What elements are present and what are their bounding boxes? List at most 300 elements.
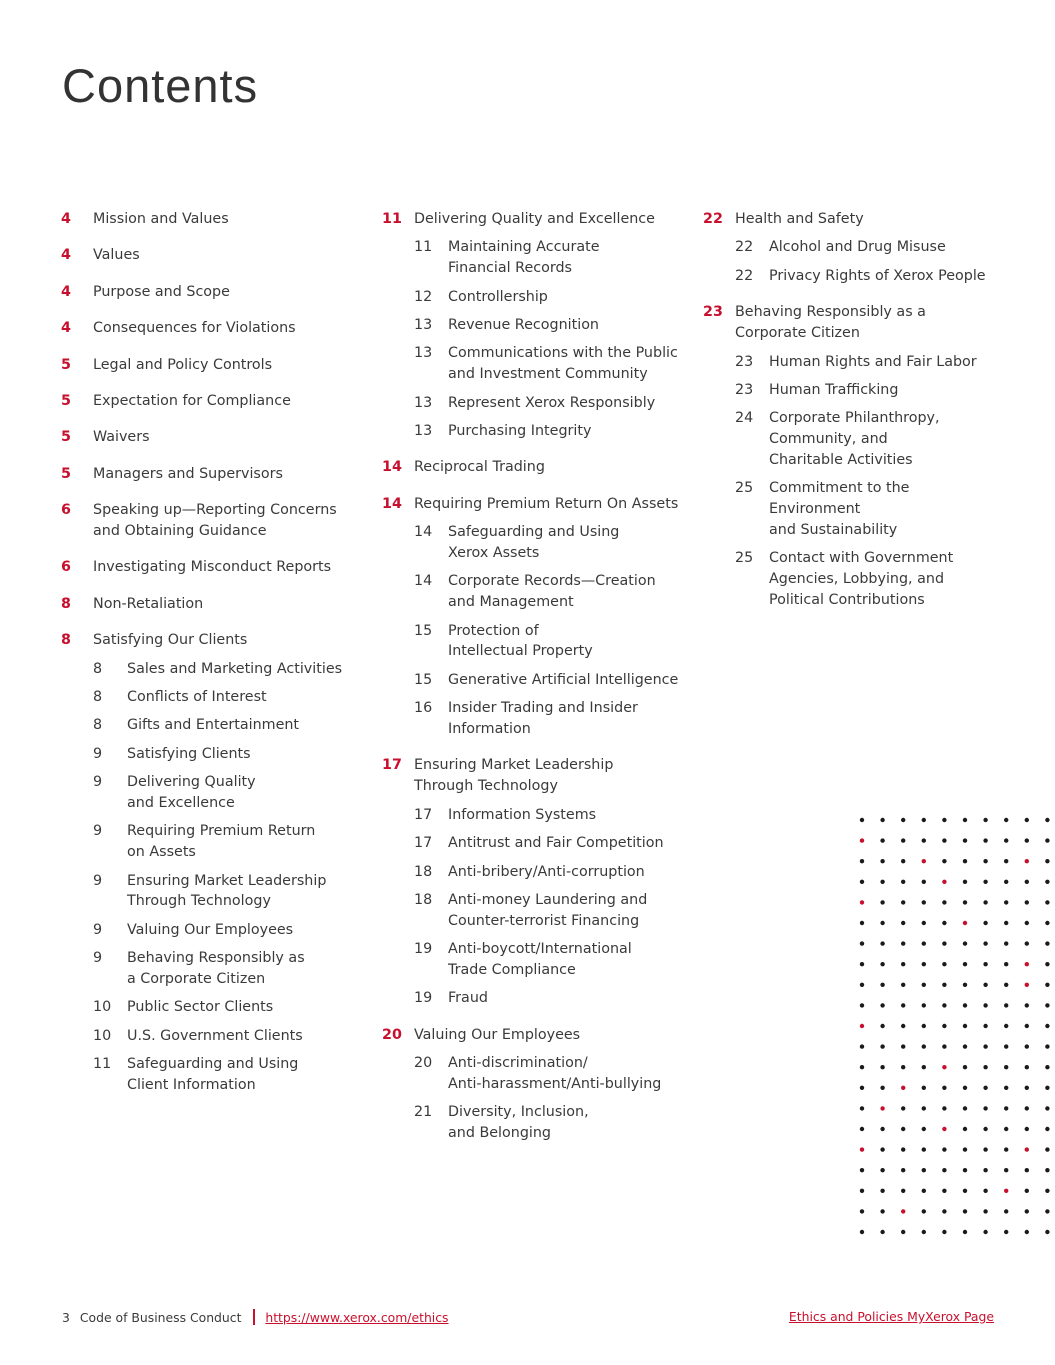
grid-dot: [1004, 962, 1008, 966]
grid-dot: [922, 962, 926, 966]
grid-dot: [1025, 859, 1029, 863]
grid-dot: [1025, 1044, 1029, 1048]
grid-dot: [1045, 921, 1049, 925]
toc-subentry-page: 22: [735, 267, 754, 284]
toc-subentry-title: Protection of Intellectual Property: [448, 622, 593, 660]
grid-dot: [1025, 900, 1029, 904]
grid-dot: [860, 880, 864, 884]
grid-dot: [963, 818, 967, 822]
grid-dot: [963, 1086, 967, 1090]
grid-dot: [860, 962, 864, 966]
toc-entry-title: Expectation for Compliance: [93, 392, 291, 409]
toc-subentry-page: 17: [414, 835, 433, 852]
grid-dot: [860, 1209, 864, 1213]
grid-dot: [880, 1189, 884, 1193]
grid-dot: [983, 1065, 987, 1069]
grid-dot: [901, 962, 905, 966]
grid-dot: [880, 1065, 884, 1069]
grid-dot: [901, 818, 905, 822]
grid-dot: [901, 900, 905, 904]
toc-entry-title: Values: [93, 247, 140, 264]
toc-entry-title: Valuing Our Employees: [414, 1026, 581, 1043]
grid-dot: [922, 880, 926, 884]
toc-subentry-page: 20: [414, 1055, 433, 1072]
grid-dot: [1045, 1147, 1049, 1151]
grid-dot: [983, 941, 987, 945]
toc-subentry-title: Sales and Marketing Activities: [127, 660, 343, 677]
myxerox-ethics-link[interactable]: Ethics and Policies MyXerox Page: [788, 1309, 994, 1324]
grid-dot: [942, 1127, 946, 1131]
grid-dot: [901, 1065, 905, 1069]
grid-dot: [901, 1230, 905, 1234]
toc-subentry-page: 18: [414, 863, 433, 880]
grid-dot: [880, 962, 884, 966]
grid-dot: [1045, 941, 1049, 945]
grid-dot: [983, 1044, 987, 1048]
toc-entry-title: Speaking up—Reporting Concerns and Obtaining Guidance: [93, 502, 337, 539]
toc-subentry-title: Antitrust and Fair Competition: [448, 835, 664, 852]
grid-dot: [963, 859, 967, 863]
grid-dot: [983, 1003, 987, 1007]
toc-entry-page: 22: [703, 211, 723, 227]
toc-entry-page: 17: [382, 757, 402, 774]
toc-subentry-title: Diversity, Inclusion, and Belonging: [448, 1104, 589, 1142]
toc-subentry-page: 15: [414, 622, 433, 639]
toc-subentry-title: Contact with Government Agencies, Lobbying, and Political Contributions: [769, 550, 954, 608]
toc-entry-title: Health and Safety: [735, 211, 864, 227]
grid-dot: [901, 1189, 905, 1193]
grid-dot: [1004, 1044, 1008, 1048]
toc-entry-title: Reciprocal Trading: [414, 459, 545, 476]
grid-dot: [983, 818, 987, 822]
grid-dot: [942, 1003, 946, 1007]
grid-dot: [1045, 1127, 1049, 1131]
toc-entry-title: Requiring Premium Return On Assets: [414, 495, 679, 512]
grid-dot: [1004, 1189, 1008, 1193]
grid-dot: [942, 838, 946, 842]
grid-dot: [1045, 1168, 1049, 1172]
toc-subentry-title: Maintaining Accurate Financial Records: [448, 239, 600, 277]
grid-dot: [1045, 880, 1049, 884]
grid-dot: [983, 880, 987, 884]
toc-subentry-title: Delivering Quality and Excellence: [127, 774, 256, 811]
grid-dot: [922, 1065, 926, 1069]
grid-dot: [942, 1044, 946, 1048]
toc-subentry-page: 13: [414, 317, 433, 334]
grid-dot: [963, 1230, 967, 1234]
grid-dot: [983, 1189, 987, 1193]
grid-dot: [901, 880, 905, 884]
grid-dot: [1045, 1230, 1049, 1234]
footer-doc-title: Code of Business Conduct: [79, 1310, 242, 1325]
grid-dot: [942, 1065, 946, 1069]
grid-dot: [1045, 1106, 1049, 1110]
toc-subentry-title: Fraud: [448, 990, 488, 1007]
grid-dot: [963, 1106, 967, 1110]
grid-dot: [983, 1024, 987, 1028]
grid-dot: [942, 900, 946, 904]
grid-dot: [860, 859, 864, 863]
grid-dot: [1025, 962, 1029, 966]
grid-dot: [1045, 1024, 1049, 1028]
toc-subentry-page: 10: [93, 1027, 112, 1044]
toc-subentry-page: 23: [735, 353, 754, 370]
grid-dot: [1004, 1065, 1008, 1069]
grid-dot: [922, 1044, 926, 1048]
grid-dot: [963, 1168, 967, 1172]
grid-dot: [922, 1147, 926, 1151]
grid-dot: [860, 838, 864, 842]
grid-dot: [942, 1147, 946, 1151]
toc-subentry-title: Represent Xerox Responsibly: [448, 394, 656, 411]
toc-subentry-title: Commitment to the Environment and Sustainability: [769, 480, 910, 538]
grid-dot: [1025, 1230, 1029, 1234]
toc-entry-title: Waivers: [93, 429, 150, 446]
grid-dot: [901, 859, 905, 863]
toc-subentry-page: 12: [414, 288, 433, 305]
grid-dot: [922, 1003, 926, 1007]
toc-subentry-page: 13: [414, 423, 433, 440]
toc-entry-page: 4: [61, 320, 71, 337]
grid-dot: [901, 1106, 905, 1110]
toc-subentry-page: 9: [93, 823, 103, 840]
grid-dot: [942, 1189, 946, 1193]
grid-dot: [880, 1209, 884, 1213]
grid-dot: [942, 1168, 946, 1172]
toc-subentry-title: Safeguarding and Using Client Information: [127, 1056, 299, 1093]
grid-dot: [860, 1147, 864, 1151]
grid-dot: [983, 1086, 987, 1090]
grid-dot: [983, 1127, 987, 1131]
grid-dot: [942, 921, 946, 925]
grid-dot: [963, 962, 967, 966]
grid-dot: [1025, 921, 1029, 925]
grid-dot: [942, 962, 946, 966]
toc-subentry-title: Purchasing Integrity: [448, 423, 592, 440]
grid-dot: [901, 941, 905, 945]
grid-dot: [1004, 1147, 1008, 1151]
toc-entry-page: 8: [61, 632, 71, 649]
grid-dot: [1004, 838, 1008, 842]
toc-subentry-title: Privacy Rights of Xerox People: [769, 267, 986, 284]
grid-dot: [1025, 1189, 1029, 1193]
toc-entry-page: 8: [61, 595, 71, 612]
grid-dot: [1004, 818, 1008, 822]
page-title: Contents: [62, 59, 259, 112]
grid-dot: [983, 1209, 987, 1213]
grid-dot: [1045, 900, 1049, 904]
toc-subentry-page: 21: [414, 1104, 433, 1121]
toc-subentry-page: 15: [414, 671, 433, 688]
toc-entry-title: Delivering Quality and Excellence: [414, 211, 655, 227]
grid-dot: [983, 900, 987, 904]
toc-subentry-page: 19: [414, 941, 433, 958]
grid-dot: [1004, 859, 1008, 863]
toc-subentry-title: Anti-bribery/Anti-corruption: [448, 863, 645, 880]
grid-dot: [963, 1189, 967, 1193]
grid-dot: [922, 1024, 926, 1028]
toc-entry-title: Investigating Misconduct Reports: [93, 559, 332, 576]
grid-dot: [983, 983, 987, 987]
grid-dot: [860, 1065, 864, 1069]
toc-entry-page: 5: [61, 465, 71, 482]
grid-dot: [963, 1127, 967, 1131]
grid-dot: [963, 941, 967, 945]
grid-dot: [942, 983, 946, 987]
toc-entry-title: Consequences for Violations: [93, 320, 296, 337]
toc-entry-title: Satisfying Our Clients: [93, 632, 248, 649]
grid-dot: [983, 1106, 987, 1110]
grid-dot: [901, 1086, 905, 1090]
grid-dot: [1045, 859, 1049, 863]
grid-dot: [880, 1127, 884, 1131]
grid-dot: [860, 983, 864, 987]
grid-dot: [880, 1168, 884, 1172]
toc-entry-page: 4: [61, 283, 71, 300]
grid-dot: [860, 1086, 864, 1090]
grid-dot: [1045, 1086, 1049, 1090]
grid-dot: [880, 1230, 884, 1234]
toc-subentry-page: 11: [93, 1056, 112, 1073]
toc-entry-title: Legal and Policy Controls: [93, 356, 273, 373]
grid-dot: [1045, 1044, 1049, 1048]
grid-dot: [860, 1106, 864, 1110]
grid-dot: [1004, 1127, 1008, 1131]
grid-dot: [901, 1003, 905, 1007]
grid-dot: [942, 818, 946, 822]
grid-dot: [860, 941, 864, 945]
grid-dot: [860, 921, 864, 925]
toc-subentry-title: Human Rights and Fair Labor: [769, 353, 977, 370]
grid-dot: [880, 859, 884, 863]
grid-dot: [1025, 838, 1029, 842]
grid-dot: [1045, 818, 1049, 822]
grid-dot: [1025, 941, 1029, 945]
grid-dot: [860, 818, 864, 822]
grid-dot: [922, 1209, 926, 1213]
grid-dot: [1025, 1209, 1029, 1213]
toc-entry-title: Ensuring Market Leadership Through Technology: [414, 757, 614, 795]
grid-dot: [922, 921, 926, 925]
toc-subentry-title: Generative Artificial Intelligence: [448, 671, 679, 688]
toc-subentry-title: Gifts and Entertainment: [127, 717, 300, 734]
grid-dot: [963, 1209, 967, 1213]
grid-dot: [963, 1003, 967, 1007]
toc-subentry-title: Human Trafficking: [769, 381, 899, 398]
toc-subentry-page: 13: [414, 394, 433, 411]
grid-dot: [922, 941, 926, 945]
toc-subentry-page: 19: [414, 990, 433, 1007]
toc-subentry-page: 22: [735, 239, 754, 256]
grid-dot: [860, 1003, 864, 1007]
grid-dot: [963, 1024, 967, 1028]
grid-dot: [901, 838, 905, 842]
toc-subentry-page: 8: [93, 717, 103, 734]
grid-dot: [963, 1065, 967, 1069]
toc-subentry-title: Anti-money Laundering and Counter-terrorist Financing: [448, 891, 648, 929]
grid-dot: [901, 1209, 905, 1213]
grid-dot: [880, 1003, 884, 1007]
grid-dot: [1025, 1003, 1029, 1007]
toc-subentry-title: Anti-discrimination/ Anti-harassment/Anti-bullying: [448, 1055, 662, 1092]
toc-subentry-page: 10: [93, 999, 112, 1016]
grid-dot: [1004, 900, 1008, 904]
toc-subentry-title: Behaving Responsibly as a Corporate Citizen: [127, 950, 305, 987]
grid-dot: [1004, 941, 1008, 945]
grid-dot: [880, 838, 884, 842]
grid-dot: [1004, 1106, 1008, 1110]
page-number: 3: [62, 1310, 70, 1325]
toc-subentry-page: 14: [414, 573, 433, 590]
grid-dot: [1025, 1024, 1029, 1028]
grid-dot: [860, 1127, 864, 1131]
toc-subentry-title: Ensuring Market Leadership Through Technology: [127, 872, 327, 910]
toc-subentry-page: 9: [93, 872, 103, 889]
grid-dot: [860, 1024, 864, 1028]
grid-dot: [922, 838, 926, 842]
grid-dot: [880, 900, 884, 904]
grid-dot: [1025, 983, 1029, 987]
toc-entry-page: 6: [61, 559, 71, 576]
grid-dot: [901, 1147, 905, 1151]
toc-subentry-title: Public Sector Clients: [127, 999, 274, 1016]
grid-dot: [880, 1044, 884, 1048]
grid-dot: [983, 921, 987, 925]
grid-dot: [963, 900, 967, 904]
grid-dot: [1025, 880, 1029, 884]
grid-dot: [901, 1127, 905, 1131]
toc-subentry-title: Safeguarding and Using Xerox Assets: [448, 524, 620, 562]
toc-entry-title: Behaving Responsibly as a Corporate Citizen: [735, 304, 926, 342]
toc-subentry-title: Requiring Premium Return on Assets: [127, 823, 316, 861]
toc-subentry-title: Corporate Philanthropy, Community, and Charitable Activities: [769, 410, 940, 468]
grid-dot: [1025, 1065, 1029, 1069]
grid-dot: [1004, 880, 1008, 884]
grid-dot: [880, 818, 884, 822]
grid-dot: [983, 859, 987, 863]
toc-subentry-title: Conflicts of Interest: [127, 688, 267, 705]
grid-dot: [880, 983, 884, 987]
grid-dot: [860, 1168, 864, 1172]
toc-subentry-page: 18: [414, 891, 433, 908]
grid-dot: [1004, 1209, 1008, 1213]
toc-subentry-title: Alcohol and Drug Misuse: [769, 239, 946, 256]
grid-dot: [880, 1024, 884, 1028]
grid-dot: [983, 1168, 987, 1172]
toc-subentry-page: 11: [414, 239, 433, 256]
grid-dot: [1045, 983, 1049, 987]
grid-dot: [880, 941, 884, 945]
toc-subentry-page: 9: [93, 745, 103, 762]
grid-dot: [983, 838, 987, 842]
grid-dot: [963, 838, 967, 842]
grid-dot: [880, 1086, 884, 1090]
grid-dot: [942, 1209, 946, 1213]
grid-dot: [880, 1147, 884, 1151]
grid-dot: [922, 1230, 926, 1234]
grid-dot: [1004, 1003, 1008, 1007]
toc-subentry-title: Corporate Records—Creation and Management: [448, 573, 656, 611]
toc-entry-page: 5: [61, 429, 71, 446]
grid-dot: [963, 921, 967, 925]
toc-entry-title: Purpose and Scope: [93, 283, 230, 300]
toc-entry-title: Non-Retaliation: [93, 595, 204, 612]
grid-dot: [901, 983, 905, 987]
grid-dot: [942, 859, 946, 863]
grid-dot: [860, 1189, 864, 1193]
grid-dot: [922, 900, 926, 904]
grid-dot: [1025, 1147, 1029, 1151]
grid-dot: [1045, 1209, 1049, 1213]
grid-dot: [1025, 1168, 1029, 1172]
toc-subentry-title: Revenue Recognition: [448, 317, 599, 334]
toc-entry-page: 4: [61, 247, 71, 264]
grid-dot: [860, 1230, 864, 1234]
grid-dot: [1025, 1127, 1029, 1131]
grid-dot: [983, 962, 987, 966]
toc-subentry-page: 23: [735, 381, 754, 398]
grid-dot: [901, 921, 905, 925]
grid-dot: [880, 1106, 884, 1110]
grid-dot: [963, 1147, 967, 1151]
toc-subentry-page: 14: [414, 524, 433, 541]
grid-dot: [860, 1044, 864, 1048]
toc-subentry-title: Communications with the Public and Investment Community: [448, 345, 678, 383]
grid-dot: [1025, 1106, 1029, 1110]
toc-entry-title: Managers and Supervisors: [93, 465, 283, 482]
ethics-url-link[interactable]: https://www.xerox.com/ethics: [265, 1310, 449, 1325]
grid-dot: [922, 1168, 926, 1172]
grid-dot: [901, 1024, 905, 1028]
grid-dot: [1004, 1230, 1008, 1234]
toc-subentry-page: 16: [414, 700, 433, 717]
toc-subentry-page: 9: [93, 950, 103, 967]
grid-dot: [942, 1086, 946, 1090]
grid-dot: [922, 1127, 926, 1131]
grid-dot: [942, 1024, 946, 1028]
grid-dot: [922, 818, 926, 822]
toc-subentry-page: 8: [93, 688, 103, 705]
toc-entry-page: 11: [382, 211, 402, 227]
grid-dot: [922, 1189, 926, 1193]
grid-dot: [1004, 921, 1008, 925]
toc-entry-page: 4: [61, 211, 71, 227]
toc-entry-page: 5: [61, 392, 71, 409]
grid-dot: [901, 1168, 905, 1172]
toc-subentry-title: Anti-boycott/International Trade Compliance: [448, 941, 632, 978]
grid-dot: [880, 921, 884, 925]
grid-dot: [860, 900, 864, 904]
grid-dot: [922, 983, 926, 987]
toc-subentry-page: 25: [735, 480, 754, 497]
grid-dot: [942, 1106, 946, 1110]
toc-subentry-page: 17: [414, 806, 433, 823]
toc-subentry-page: 8: [93, 660, 103, 677]
grid-dot: [1004, 1024, 1008, 1028]
toc-entry-page: 6: [61, 502, 71, 519]
toc-entry-page: 14: [382, 495, 402, 512]
grid-dot: [1045, 1189, 1049, 1193]
toc-entry-page: 5: [61, 356, 71, 373]
toc-subentry-title: Information Systems: [448, 806, 597, 823]
toc-subentry-page: 9: [93, 774, 103, 791]
grid-dot: [1045, 1065, 1049, 1069]
grid-dot: [983, 1230, 987, 1234]
grid-dot: [922, 1086, 926, 1090]
footer-divider: [253, 1309, 255, 1325]
grid-dot: [942, 880, 946, 884]
grid-dot: [1004, 1168, 1008, 1172]
